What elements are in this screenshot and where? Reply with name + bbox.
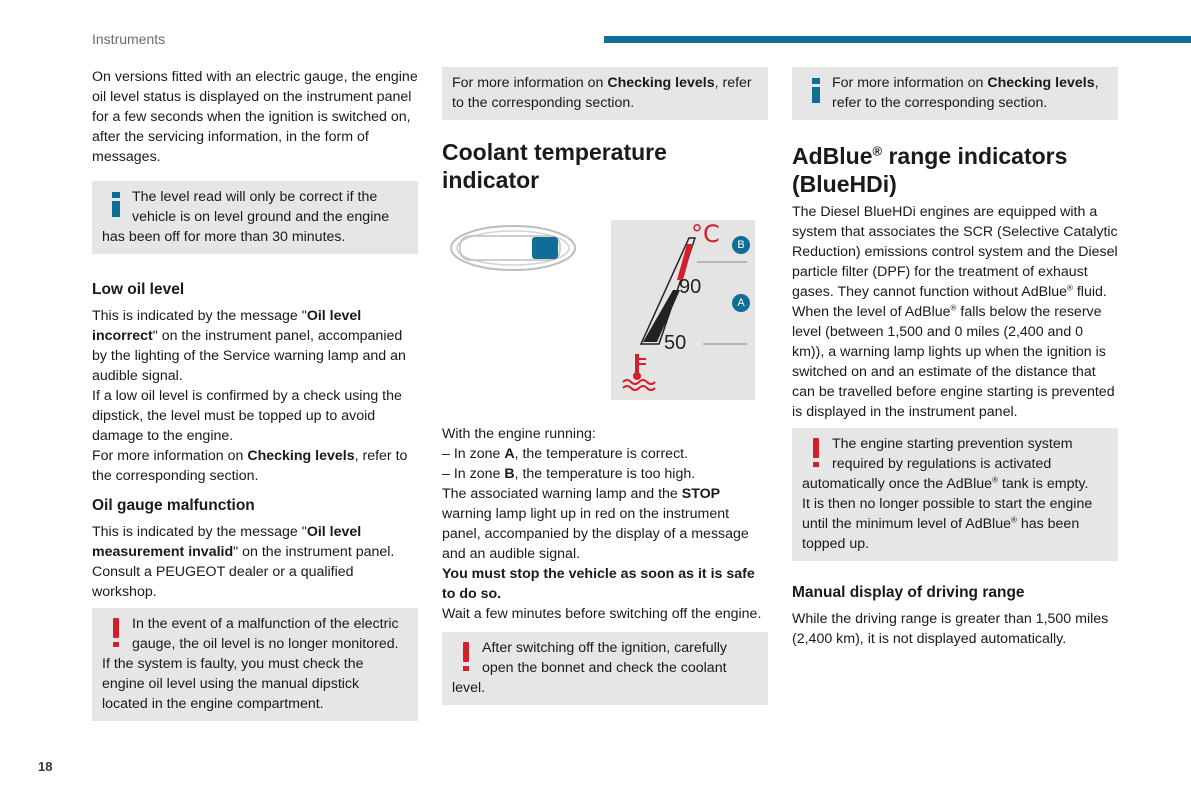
info-checking-levels-adblue-text: For more information on Checking levels, refer to the corresponding section. xyxy=(832,75,1099,111)
column-adblue xyxy=(792,67,1118,649)
malfunction-paragraph: This is indicated by the message "Oil level measurement invalid" on the instrument panel. Consult a PEUGEOT dealer or a qualified workshop. xyxy=(92,524,395,600)
warning-malfunction-text-2: If the system is faulty, you must check the engine oil level using the manual dipstick located in the engine compartment. xyxy=(102,656,364,712)
low-oil-paragraph-3: For more information on Checking levels, refer to the corresponding section. xyxy=(92,448,408,484)
info-checking-levels-text: For more information on Checking levels, refer to the corresponding section. xyxy=(452,75,752,111)
info-box-checking-levels-adblue xyxy=(792,67,1118,120)
adblue-paragraph-1: The Diesel BlueHDi engines are equipped with a system that associates the SCR (Selective Catalytic Reduction) emissions control system and the Diesel particle filter (DPF) for the treatment of exhaust gases. They cannot function without AdBlue® fluid. xyxy=(792,204,1118,300)
low-oil-paragraph-1: This is indicated by the message "Oil level incorrect" on the instrument panel, accompanied by the lighting of the Service warning lamp and an audible signal. xyxy=(92,308,406,384)
low-oil-heading: Low oil level xyxy=(92,281,185,298)
oil-gauge-malfunction-heading: Oil gauge malfunction xyxy=(92,497,255,514)
page-number: 18 xyxy=(38,759,53,774)
gauge-unit-label: °C xyxy=(691,220,720,248)
warning-coolant-text: After switching off the ignition, carefully open the bonnet and check the coolant level. xyxy=(452,640,727,696)
info-box-level-ground xyxy=(92,181,418,254)
adblue-paragraph-2: When the level of AdBlue® falls below the reserve level (between 1,500 and 0 miles (2,400 and 0 km)), a warning lamp lights up when the ignition is switched on and an estimate of the distance that can be travelled before engine starting is prevented is displayed in the instrument panel. xyxy=(792,303,1115,420)
manual-display-heading: Manual display of driving range xyxy=(792,584,1025,601)
gauge-mark-90: 90 xyxy=(679,276,702,298)
must-stop-text: You must stop the vehicle as soon as it is safe to do so. xyxy=(442,566,755,602)
oil-intro-paragraph: On versions fitted with an electric gauge, the engine oil level status is displayed on the instrument panel for a few seconds when the ignition is switched on, after the servicing information, in the form of messages. xyxy=(92,69,418,165)
zone-b-text: – In zone B, the temperature is too high. xyxy=(442,466,696,482)
warning-box-gauge-malfunction xyxy=(92,608,418,721)
zone-a-text: – In zone A, the temperature is correct. xyxy=(442,446,689,462)
gauge-mark-50: 50 xyxy=(664,332,687,354)
warning-exclamation-icon xyxy=(102,614,132,650)
coolant-gauge-figure xyxy=(442,220,768,402)
coolant-heading: Coolant temperature indicator xyxy=(442,139,667,193)
warning-box-coolant xyxy=(442,632,768,705)
instrument-panel-icon xyxy=(448,222,578,274)
warning-adblue-text-1: The engine starting prevention system required by regulations is activated automatically once the AdBlue® tank is empty. xyxy=(802,436,1089,492)
header-accent-bar xyxy=(604,36,1191,43)
info-level-ground-text: The level read will only be correct if the vehicle is on level ground and the engine has been off for more than 30 minutes. xyxy=(102,189,390,245)
adblue-heading: AdBlue® range indicators (BlueHDi) xyxy=(792,143,1068,197)
info-icon xyxy=(802,73,832,109)
low-oil-paragraph-2: If a low oil level is confirmed by a check using the dipstick, the level must be topped up to avoid damage to the engine. xyxy=(92,388,402,444)
warning-malfunction-text-1: In the event of a malfunction of the electric gauge, the oil level is no longer monitored. xyxy=(132,616,399,652)
column-coolant xyxy=(442,67,768,705)
info-box-checking-levels xyxy=(442,67,768,120)
warning-exclamation-icon xyxy=(802,434,832,470)
warning-adblue-text-2: It is then no longer possible to start the engine until the minimum level of AdBlue® has been topped up. xyxy=(802,496,1093,552)
warning-box-adblue xyxy=(792,428,1118,561)
wait-text: Wait a few minutes before switching off the engine. xyxy=(442,606,762,622)
warning-lamp-text: The associated warning lamp and the STOP warning lamp light up in red on the instrument panel, accompanied by the display of a message and an audible signal. xyxy=(442,486,749,562)
info-icon xyxy=(102,187,132,223)
warning-exclamation-icon xyxy=(452,638,482,674)
column-oil-level xyxy=(92,67,418,721)
manual-display-paragraph: While the driving range is greater than 1,500 miles (2,400 km), it is not displayed automatically. xyxy=(792,611,1109,647)
header-section-label: Instruments xyxy=(92,31,166,47)
engine-running-text: With the engine running: xyxy=(442,426,596,442)
zone-a-badge: A xyxy=(732,294,750,312)
coolant-warning-icon xyxy=(623,354,655,390)
zone-b-badge: B xyxy=(732,236,750,254)
